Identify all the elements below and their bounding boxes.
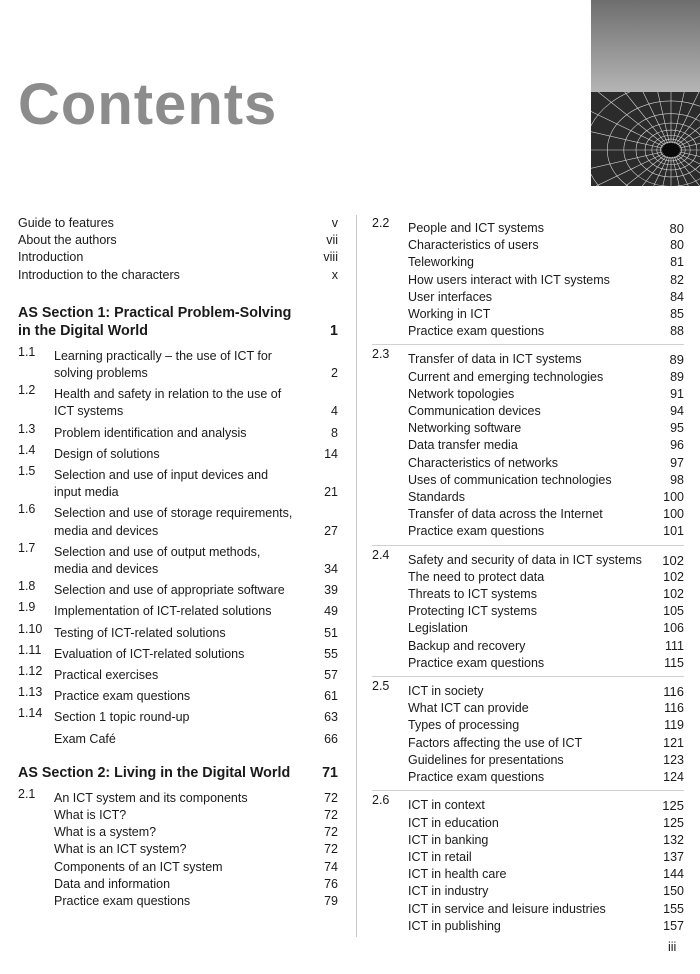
section-entry[interactable] xyxy=(18,421,338,442)
subsection-entry[interactable] xyxy=(372,523,684,540)
subsection-entry[interactable] xyxy=(372,289,684,306)
entry-page: 57 xyxy=(324,668,338,683)
left-column xyxy=(18,215,338,910)
entry-title: Components of an ICT system xyxy=(54,859,223,874)
entry-page: 80 xyxy=(670,238,684,253)
entry-page: 106 xyxy=(663,621,684,636)
section-separator xyxy=(372,344,684,345)
entry-page: 79 xyxy=(324,894,338,909)
entry-page: 72 xyxy=(324,808,338,823)
entry-title: Guidelines for presentations xyxy=(408,752,564,767)
entry-title: ICT in context xyxy=(408,798,485,813)
entry-page: 76 xyxy=(324,876,338,891)
tunnel-graphic xyxy=(591,0,700,186)
entry-page: 102 xyxy=(663,587,684,602)
entry-page: 150 xyxy=(663,884,684,899)
entry-page: 81 xyxy=(670,255,684,270)
subsection-entry[interactable] xyxy=(372,586,684,603)
entry-title: Uses of communication technologies xyxy=(408,472,612,487)
subsection-entry[interactable] xyxy=(372,420,684,437)
entry-title: Evaluation of ICT-related solutions xyxy=(54,646,245,661)
entry-page: 116 xyxy=(664,701,684,716)
section-entry[interactable] xyxy=(18,382,338,420)
part-page: 1 xyxy=(330,322,338,339)
part-heading-section-1[interactable] xyxy=(18,304,338,340)
entry-title: Selection and use of output methods, media and devices xyxy=(54,544,261,577)
entry-title: Practical exercises xyxy=(54,668,159,683)
entry-page: 89 xyxy=(670,369,684,384)
subsection-entry[interactable] xyxy=(18,824,338,841)
entry-title: Data transfer media xyxy=(408,438,518,453)
entry-page: 123 xyxy=(663,752,684,767)
part-page: 71 xyxy=(322,764,338,781)
section-entry[interactable] xyxy=(18,463,338,501)
entry-title: The need to protect data xyxy=(408,569,545,584)
entry-title: Problem identification and analysis xyxy=(54,425,247,440)
entry-page: 116 xyxy=(663,684,684,700)
entry-page: 72 xyxy=(324,825,338,840)
section-entry[interactable] xyxy=(18,727,338,748)
entry-page: v xyxy=(331,216,338,230)
entry-page: 2 xyxy=(331,366,338,381)
subsection-entry[interactable] xyxy=(372,506,684,523)
subsection-entry[interactable] xyxy=(372,655,684,672)
entry-number: 1.8 xyxy=(18,579,36,594)
entry-title: User interfaces xyxy=(408,289,493,304)
entry-page: 34 xyxy=(324,562,338,577)
column-divider xyxy=(356,215,357,937)
entry-page: 84 xyxy=(670,289,684,304)
entry-page: 119 xyxy=(664,718,684,733)
entry-title: What is ICT? xyxy=(54,808,127,823)
entry-title: Teleworking xyxy=(408,255,475,270)
entry-page: 21 xyxy=(324,485,338,500)
entry-number: 1.2 xyxy=(18,383,36,398)
subsection-entry[interactable] xyxy=(372,254,684,271)
subsection-entry[interactable] xyxy=(372,472,684,489)
subsection-entry[interactable] xyxy=(372,849,684,866)
entry-page: 125 xyxy=(662,798,684,814)
entry-title: About the authors xyxy=(18,233,117,248)
entry-title: Data and information xyxy=(54,876,171,891)
entry-title: Practice exam questions xyxy=(54,894,191,909)
entry-page: 4 xyxy=(331,404,338,419)
subsection-entry[interactable] xyxy=(372,369,684,386)
entry-number: 2.2 xyxy=(372,216,390,230)
entry-title: Threats to ICT systems xyxy=(408,587,537,602)
section-separator xyxy=(372,790,684,791)
entry-number: 1.11 xyxy=(18,642,42,657)
entry-page: 144 xyxy=(663,867,684,882)
entry-title: Learning practically – the use of ICT for solving problems xyxy=(54,348,272,381)
subsection-entry[interactable] xyxy=(372,455,684,472)
entry-page: 125 xyxy=(663,815,684,830)
entry-page: 61 xyxy=(324,689,338,704)
entry-title: People and ICT systems xyxy=(408,221,544,235)
entry-number: 1.14 xyxy=(18,706,43,721)
entry-number: 2.3 xyxy=(372,347,390,362)
entry-title: Exam Café xyxy=(54,731,116,746)
entry-title: Practice exam questions xyxy=(408,770,545,785)
section-entry[interactable] xyxy=(18,599,338,620)
entry-number: 1.5 xyxy=(18,464,36,479)
entry-title: Implementation of ICT-related solutions xyxy=(54,604,272,619)
entry-page: 97 xyxy=(670,455,684,470)
entry-title: Testing of ICT-related solutions xyxy=(54,625,226,640)
section-entry[interactable] xyxy=(18,442,338,463)
subsection-entry[interactable] xyxy=(18,893,338,910)
entry-title: Practice exam questions xyxy=(408,655,545,670)
entry-title: Networking software xyxy=(408,421,522,436)
page-title: Contents xyxy=(18,72,278,137)
section-entry[interactable] xyxy=(18,540,338,578)
entry-page: 88 xyxy=(670,324,684,339)
entry-title: What is an ICT system? xyxy=(54,842,187,857)
subsection-entry[interactable] xyxy=(372,815,684,832)
entry-page: 89 xyxy=(669,352,684,368)
entry-title: Characteristics of users xyxy=(408,238,539,253)
entry-page: 85 xyxy=(670,307,684,322)
section-entry[interactable] xyxy=(18,663,338,684)
entry-number: 1.12 xyxy=(18,664,43,679)
entry-title: Safety and security of data in ICT systems xyxy=(408,552,642,567)
entry-page: 80 xyxy=(669,221,684,236)
entry-page: 94 xyxy=(670,404,684,419)
subsection-entry[interactable] xyxy=(372,918,684,935)
entry-page: 100 xyxy=(663,490,684,505)
section-entry[interactable] xyxy=(372,792,684,814)
section-entry[interactable] xyxy=(18,501,338,539)
entry-page: vii xyxy=(326,233,338,248)
entry-title: Current and emerging technologies xyxy=(408,369,604,384)
entry-title: ICT in health care xyxy=(408,867,507,882)
subsection-entry[interactable] xyxy=(18,859,338,876)
entry-title: Selection and use of input devices and input media xyxy=(54,468,269,500)
entry-page: 72 xyxy=(324,790,338,805)
subsection-entry[interactable] xyxy=(18,841,338,858)
entry-number: 1.9 xyxy=(18,600,36,615)
entry-title: Characteristics of networks xyxy=(408,455,559,470)
entry-page: 49 xyxy=(324,604,338,619)
section-entry[interactable] xyxy=(18,344,338,382)
entry-title: ICT in publishing xyxy=(408,918,501,933)
entry-title: ICT in society xyxy=(408,684,484,699)
subsection-entry[interactable] xyxy=(372,403,684,420)
subsection-entry[interactable] xyxy=(372,752,684,769)
entry-number: 1.10 xyxy=(18,621,43,636)
entry-page: 132 xyxy=(663,832,684,847)
entry-number: 2.1 xyxy=(18,786,36,801)
subsection-entry[interactable] xyxy=(372,901,684,918)
section-entry[interactable] xyxy=(18,786,338,807)
section-entry[interactable] xyxy=(18,642,338,663)
subsection-entry[interactable] xyxy=(372,620,684,637)
section-entry[interactable] xyxy=(18,705,338,726)
section-entry[interactable] xyxy=(372,547,684,569)
entry-title: Selection and use of appropriate software xyxy=(54,583,285,598)
subsection-entry[interactable] xyxy=(372,769,684,786)
subsection-entry[interactable] xyxy=(372,437,684,454)
entry-title: Practice exam questions xyxy=(54,689,191,704)
entry-page: 121 xyxy=(663,735,684,750)
subsection-entry[interactable] xyxy=(372,386,684,403)
subsection-entry[interactable] xyxy=(372,489,684,506)
subsection-entry[interactable] xyxy=(372,866,684,883)
entry-title: Standards xyxy=(408,490,465,505)
entry-page: 27 xyxy=(324,523,338,538)
section-entry[interactable] xyxy=(18,621,338,642)
entry-title: Backup and recovery xyxy=(408,638,526,653)
entry-title: Guide to features xyxy=(18,216,114,230)
entry-page: 14 xyxy=(324,446,338,461)
entry-title: An ICT system and its components xyxy=(54,790,248,805)
entry-page: 95 xyxy=(670,421,684,436)
front-matter-entry[interactable] xyxy=(18,267,338,284)
section-entry[interactable] xyxy=(18,684,338,705)
entry-number: 2.6 xyxy=(372,793,390,808)
section-entry[interactable] xyxy=(372,346,684,368)
entry-title: Communication devices xyxy=(408,404,541,419)
subsection-entry[interactable] xyxy=(372,638,684,655)
entry-page: x xyxy=(331,267,338,282)
entry-number: 2.5 xyxy=(372,679,390,694)
subsection-entry[interactable] xyxy=(18,876,338,893)
entry-page: 124 xyxy=(663,770,684,785)
section-entry[interactable] xyxy=(372,215,684,237)
entry-page: 98 xyxy=(670,472,684,487)
entry-number: 1.3 xyxy=(18,421,36,436)
entry-title: What ICT can provide xyxy=(408,701,529,716)
subsection-entry[interactable] xyxy=(372,700,684,717)
entry-title: Transfer of data across the Internet xyxy=(408,507,603,522)
entry-title: Introduction xyxy=(18,250,84,265)
entry-page: 155 xyxy=(663,901,684,916)
entry-page: 39 xyxy=(324,583,338,598)
section-entry[interactable] xyxy=(18,578,338,599)
entry-page: viii xyxy=(323,250,338,265)
entry-title: Working in ICT xyxy=(408,307,491,322)
entry-title: What is a system? xyxy=(54,825,157,840)
entry-page: 74 xyxy=(324,859,338,874)
entry-title: Health and safety in relation to the use of ICT systems xyxy=(54,387,282,419)
front-matter-entry[interactable] xyxy=(18,232,338,249)
entry-title: Transfer of data in ICT systems xyxy=(408,352,582,367)
entry-title: ICT in retail xyxy=(408,849,472,864)
subsection-entry[interactable] xyxy=(372,272,684,289)
entry-page: 105 xyxy=(663,604,684,619)
section-entry[interactable] xyxy=(372,678,684,700)
part-heading-section-2[interactable] xyxy=(18,764,338,782)
entry-page: 100 xyxy=(663,507,684,522)
subsection-entry[interactable] xyxy=(372,832,684,849)
part-title: AS Section 1: Practical Problem-Solving in the Digital World xyxy=(18,304,292,339)
subsection-entry[interactable] xyxy=(372,883,684,900)
part-title: AS Section 2: Living in the Digital World xyxy=(18,764,291,781)
entry-title: Selection and use of storage requirements, media and devices xyxy=(54,506,293,538)
entry-title: How users interact with ICT systems xyxy=(408,272,610,287)
entry-title: Protecting ICT systems xyxy=(408,604,537,619)
entry-title: Design of solutions xyxy=(54,446,160,461)
entry-title: ICT in industry xyxy=(408,884,489,899)
entry-page: 157 xyxy=(663,918,684,933)
entry-title: ICT in education xyxy=(408,815,499,830)
subsection-entry[interactable] xyxy=(372,735,684,752)
section-separator xyxy=(372,545,684,546)
front-matter-entry[interactable] xyxy=(18,215,338,232)
entry-page: 111 xyxy=(664,638,684,653)
entry-title: Practice exam questions xyxy=(408,324,545,339)
front-matter-entry[interactable] xyxy=(18,249,338,266)
entry-number: 1.7 xyxy=(18,540,36,555)
entry-page: 91 xyxy=(670,386,684,401)
entry-title: ICT in service and leisure industries xyxy=(408,901,606,916)
entry-number: 1.1 xyxy=(18,344,36,359)
entry-page: 96 xyxy=(670,438,684,453)
entry-page: 101 xyxy=(663,524,684,539)
subsection-entry[interactable] xyxy=(372,717,684,734)
entry-page: 102 xyxy=(662,552,684,568)
subsection-entry[interactable] xyxy=(372,569,684,586)
entry-page: 51 xyxy=(324,625,338,640)
entry-page: 55 xyxy=(324,646,338,661)
entry-page: 137 xyxy=(663,849,684,864)
right-column xyxy=(372,215,684,935)
entry-title: Legislation xyxy=(408,621,468,636)
subsection-entry[interactable] xyxy=(18,807,338,824)
entry-title: ICT in banking xyxy=(408,832,489,847)
entry-number: 1.6 xyxy=(18,502,36,517)
entry-title: Introduction to the characters xyxy=(18,267,180,282)
entry-title: Types of processing xyxy=(408,718,520,733)
subsection-entry[interactable] xyxy=(372,306,684,323)
entry-page: 102 xyxy=(663,569,684,584)
entry-number: 2.4 xyxy=(372,547,390,562)
entry-title: Factors affecting the use of ICT xyxy=(408,735,583,750)
entry-title: Practice exam questions xyxy=(408,524,545,539)
entry-title: Section 1 topic round-up xyxy=(54,710,190,725)
subsection-entry[interactable] xyxy=(372,323,684,340)
entry-page: 115 xyxy=(664,655,684,670)
subsection-entry[interactable] xyxy=(372,603,684,620)
entry-page: 63 xyxy=(324,710,338,725)
entry-page: 8 xyxy=(331,425,338,440)
entry-page: 72 xyxy=(324,842,338,857)
subsection-entry[interactable] xyxy=(372,237,684,254)
entry-page: 66 xyxy=(324,731,338,746)
entry-page: 82 xyxy=(670,272,684,287)
entry-title: Network topologies xyxy=(408,386,515,401)
entry-number: 1.13 xyxy=(18,685,43,700)
tunnel-center xyxy=(662,143,680,157)
page-number: iii xyxy=(668,940,677,954)
entry-number: 1.4 xyxy=(18,442,36,457)
section-separator xyxy=(372,676,684,677)
